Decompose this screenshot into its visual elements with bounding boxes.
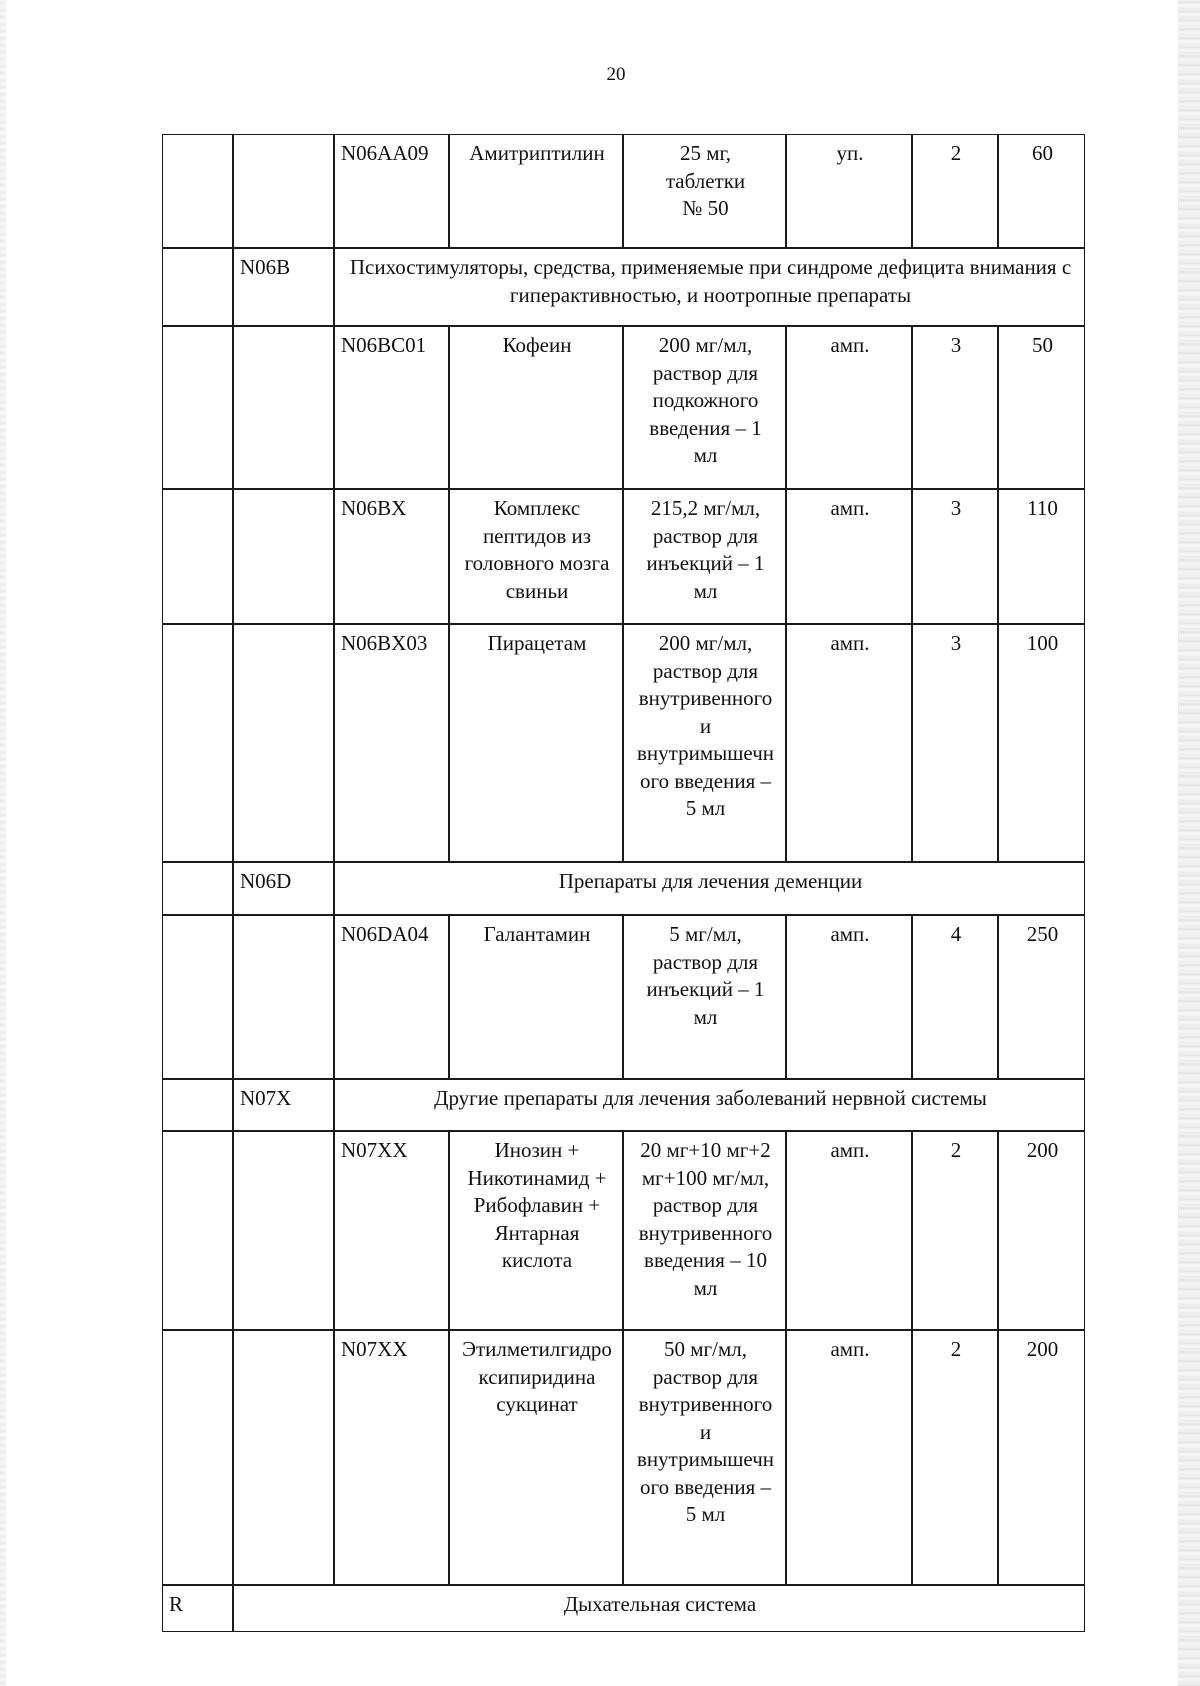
quantity: 4 [912,915,998,1079]
atc-code: N06BX [334,489,449,624]
page-number: 20 [606,64,626,85]
section-cell-empty [162,134,233,248]
group-cell-empty [233,1131,334,1330]
amount: 200 [998,1131,1085,1330]
atc-code: N07XX [334,1330,449,1585]
section-cell-empty [162,624,233,862]
dosage-form: 5 мг/мл, раствор для инъекций – 1 мл [623,915,786,1079]
group-cell-empty [233,624,334,862]
section-cell-empty [162,1131,233,1330]
amount: 110 [998,489,1085,624]
section-code: R [162,1585,233,1632]
section-cell-empty [162,1330,233,1585]
quantity: 3 [912,326,998,489]
group-code: N06B [233,248,334,326]
amount: 50 [998,326,1085,489]
section-cell-empty [162,915,233,1079]
drug-name: Амитриптилин [449,134,623,248]
amount: 250 [998,915,1085,1079]
quantity: 2 [912,1131,998,1330]
group-title: Психостимуляторы, средства, применяемые при синдроме дефицита внимания с гиперактивностью, и ноотропные препараты [334,248,1085,326]
dosage-form: 25 мг, таблетки № 50 [623,134,786,248]
section-cell-empty [162,1079,233,1131]
unit: амп. [786,326,912,489]
quantity: 2 [912,134,998,248]
dosage-form: 20 мг+10 мг+2 мг+100 мг/мл, раствор для внутривенного введения – 10 мл [623,1131,786,1330]
drug-name: Этилметилгидро ксипиридина сукцинат [449,1330,623,1585]
unit: амп. [786,915,912,1079]
unit: амп. [786,624,912,862]
quantity: 2 [912,1330,998,1585]
group-title: Другие препараты для лечения заболеваний нервной системы [334,1079,1085,1131]
group-cell-empty [233,489,334,624]
dosage-form: 200 мг/мл, раствор для подкожного введения – 1 мл [623,326,786,489]
atc-code: N06BC01 [334,326,449,489]
amount: 200 [998,1330,1085,1585]
scan-edge-left [0,0,6,1686]
medication-table [162,134,1085,1616]
unit: амп. [786,1330,912,1585]
amount: 100 [998,624,1085,862]
drug-name: Галантамин [449,915,623,1079]
amount: 60 [998,134,1085,248]
quantity: 3 [912,489,998,624]
group-cell-empty [233,915,334,1079]
section-cell-empty [162,248,233,326]
group-code: N07X [233,1079,334,1131]
unit: уп. [786,134,912,248]
group-cell-empty [233,326,334,489]
section-cell-empty [162,862,233,915]
section-title: Дыхательная система [233,1585,1085,1632]
drug-name: Пирацетам [449,624,623,862]
scan-edge-right [1178,0,1200,1686]
section-cell-empty [162,489,233,624]
dosage-form: 215,2 мг/мл, раствор для инъекций – 1 мл [623,489,786,624]
atc-code: N06BX03 [334,624,449,862]
drug-name: Комплекс пептидов из головного мозга свиньи [449,489,623,624]
unit: амп. [786,489,912,624]
group-title: Препараты для лечения деменции [334,862,1085,915]
group-code: N06D [233,862,334,915]
group-cell-empty [233,1330,334,1585]
atc-code: N06AA09 [334,134,449,248]
drug-name: Инозин + Никотинамид + Рибофлавин + Янтарная кислота [449,1131,623,1330]
quantity: 3 [912,624,998,862]
group-cell-empty [233,134,334,248]
drug-name: Кофеин [449,326,623,489]
dosage-form: 50 мг/мл, раствор для внутривенного и внутримышечн ого введения – 5 мл [623,1330,786,1585]
unit: амп. [786,1131,912,1330]
dosage-form: 200 мг/мл, раствор для внутривенного и внутримышечн ого введения – 5 мл [623,624,786,862]
atc-code: N06DA04 [334,915,449,1079]
section-cell-empty [162,326,233,489]
atc-code: N07XX [334,1131,449,1330]
